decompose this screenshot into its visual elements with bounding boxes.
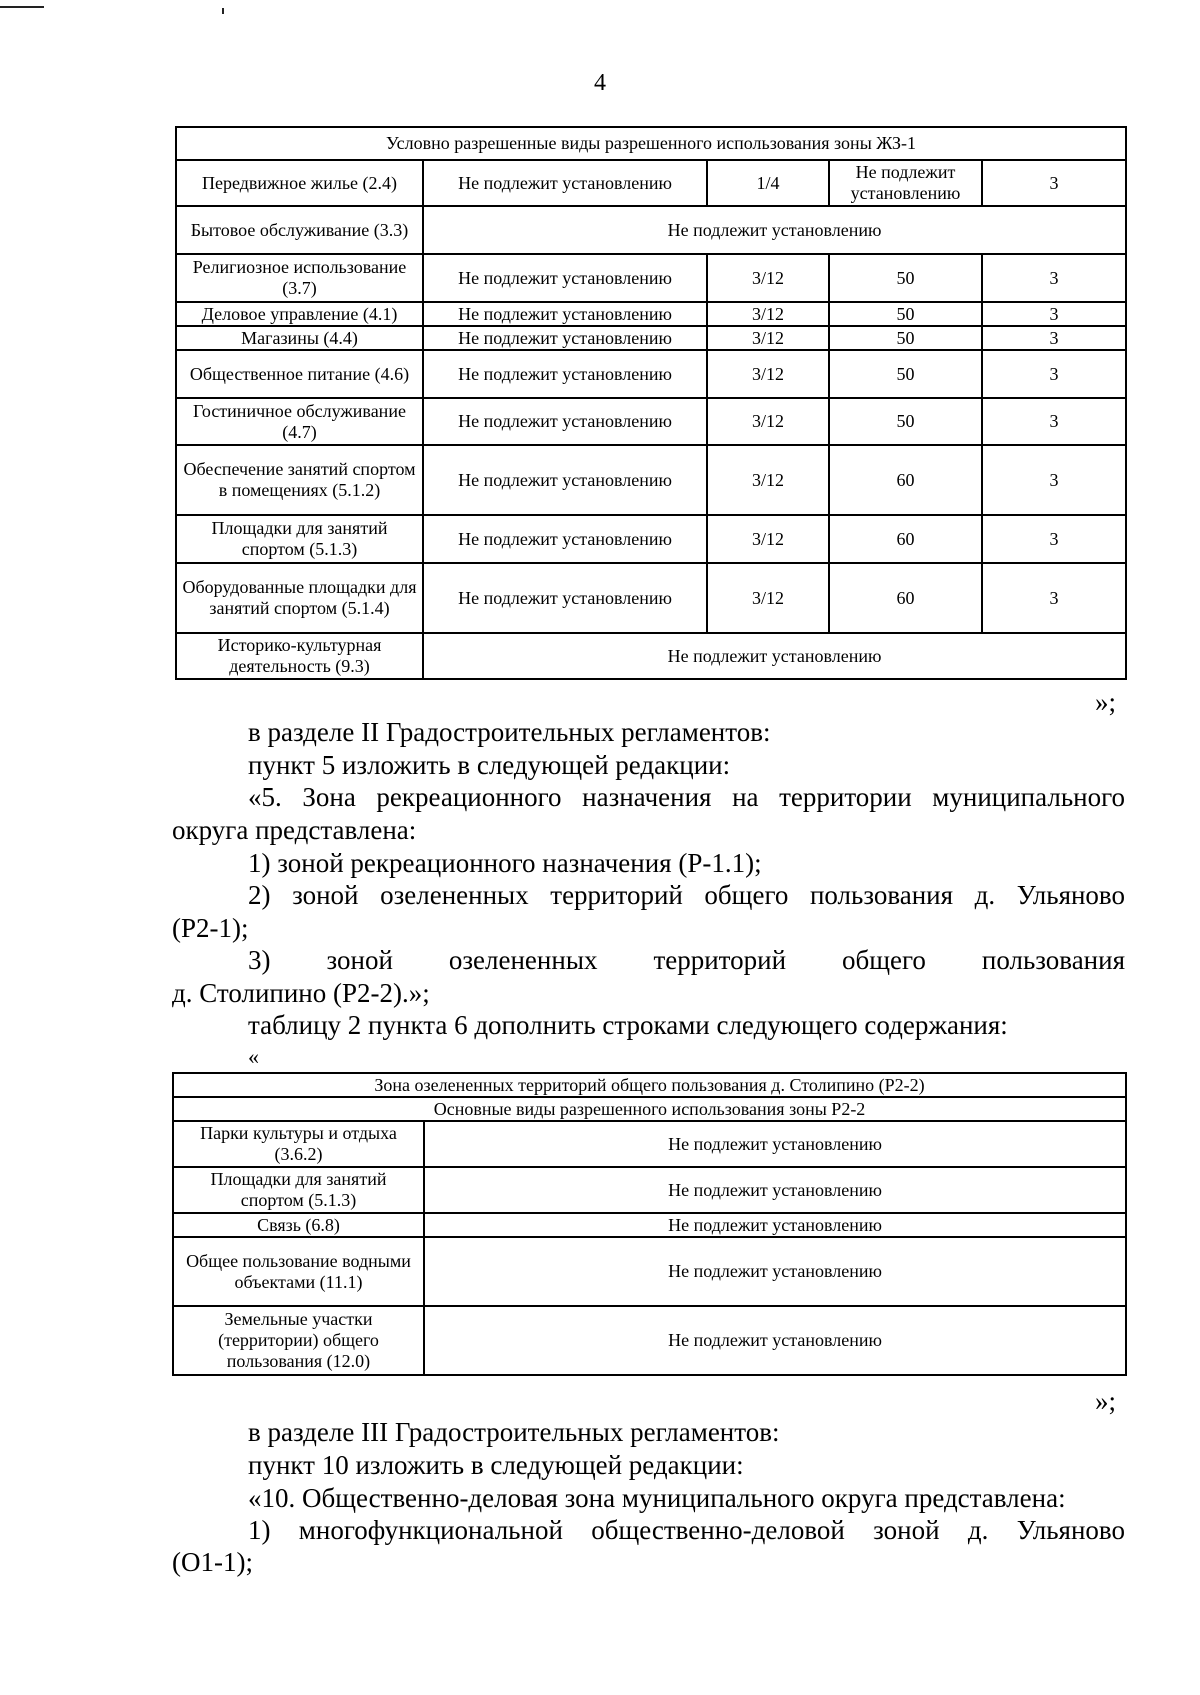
value-cell: 50 (829, 254, 982, 302)
use-name-cell: Парки культуры и отдыха (3.6.2) (173, 1121, 424, 1167)
conditional-uses-table (175, 126, 1127, 680)
page-number: 4 (594, 70, 606, 96)
value-cell: 3/12 (707, 515, 829, 563)
value-cell: Не подлежит установлению (423, 160, 707, 206)
value-cell: Не подлежит установлению (423, 302, 707, 326)
use-name-cell: Площадки для занятий спортом (5.1.3) (176, 515, 423, 563)
value-cell: 50 (829, 302, 982, 326)
value-cell: 60 (829, 445, 982, 515)
value-cell: Не подлежит установлению (423, 350, 707, 398)
merged-value-cell: Не подлежит установлению (423, 206, 1126, 254)
value-cell: Не подлежит установлению (424, 1306, 1126, 1375)
value-cell: Не подлежит установлению (829, 160, 982, 206)
list-item: 3) зоной озелененных территорий общего пользования (248, 945, 1125, 975)
table-row (173, 1167, 1126, 1213)
table-header: Условно разрешенные виды разрешенного использования зоны ЖЗ-1 (176, 127, 1126, 160)
value-cell: 3 (982, 445, 1126, 515)
paragraph: «10. Общественно-деловая зона муниципального округа представлена: (248, 1483, 1066, 1513)
use-name-cell: Передвижное жилье (2.4) (176, 160, 423, 206)
list-item-continuation: (О1-1); (172, 1547, 253, 1577)
paragraph: в разделе II Градостроительных регламентов: (248, 717, 771, 747)
value-cell: Не подлежит установлению (424, 1167, 1126, 1213)
closing-quote: »; (1095, 687, 1117, 717)
value-cell: 3 (982, 326, 1126, 350)
list-item: 2) зоной озелененных территорий общего пользования д. Ульяново (248, 880, 1125, 910)
value-cell: 50 (829, 326, 982, 350)
use-name-cell: Общественное питание (4.6) (176, 350, 423, 398)
value-cell: Не подлежит установлению (423, 563, 707, 633)
paragraph: в разделе III Градостроительных регламентов: (248, 1417, 780, 1447)
use-name-cell: Религиозное использование (3.7) (176, 254, 423, 302)
value-cell: 3/12 (707, 398, 829, 445)
use-name-cell: Гостиничное обслуживание (4.7) (176, 398, 423, 445)
value-cell: 3 (982, 160, 1126, 206)
use-name-cell: Обеспечение занятий спортом в помещениях (5.1.2) (176, 445, 423, 515)
value-cell: Не подлежит установлению (424, 1121, 1126, 1167)
use-name-cell: Историко-культурная деятельность (9.3) (176, 633, 423, 679)
merged-value-cell: Не подлежит установлению (423, 633, 1126, 679)
table-row (176, 326, 1126, 350)
recreation-zone-table (172, 1072, 1127, 1376)
table-row (173, 1213, 1126, 1237)
table-row (173, 1306, 1126, 1375)
value-cell: 3 (982, 398, 1126, 445)
table-row (176, 398, 1126, 445)
list-item: 1) зоной рекреационного назначения (Р-1.1); (248, 848, 762, 878)
paragraph: пункт 5 изложить в следующей редакции: (248, 750, 731, 780)
table-row (176, 563, 1126, 633)
use-name-cell: Деловое управление (4.1) (176, 302, 423, 326)
value-cell: Не подлежит установлению (424, 1213, 1126, 1237)
value-cell: 60 (829, 563, 982, 633)
list-item: 1) многофункциональной общественно-деловой зоной д. Ульяново (248, 1515, 1125, 1545)
value-cell: Не подлежит установлению (423, 398, 707, 445)
table-header-row (173, 1073, 1126, 1097)
table-header: Зона озелененных территорий общего пользования д. Столипино (Р2-2) (173, 1073, 1126, 1097)
table-subheader: Основные виды разрешенного использования зоны Р2-2 (173, 1097, 1126, 1121)
use-name-cell: Площадки для занятий спортом (5.1.3) (173, 1167, 424, 1213)
use-name-cell: Бытовое обслуживание (3.3) (176, 206, 423, 254)
value-cell: 3 (982, 302, 1126, 326)
table-subheader-row (173, 1097, 1126, 1121)
value-cell: Не подлежит установлению (423, 326, 707, 350)
value-cell: 3 (982, 350, 1126, 398)
table-row (173, 1121, 1126, 1167)
closing-quote: »; (1095, 1386, 1117, 1416)
value-cell: 3/12 (707, 563, 829, 633)
use-name-cell: Оборудованные площадки для занятий спортом (5.1.4) (176, 563, 423, 633)
use-name-cell: Общее пользование водными объектами (11.1) (173, 1237, 424, 1306)
value-cell: Не подлежит установлению (423, 445, 707, 515)
table-row (176, 445, 1126, 515)
paragraph-continuation: округа представлена: (172, 815, 417, 845)
table-row (176, 254, 1126, 302)
value-cell: 3/12 (707, 254, 829, 302)
table-row (176, 633, 1126, 679)
scan-artifact-line (0, 6, 44, 8)
value-cell: 3 (982, 254, 1126, 302)
use-name-cell: Связь (6.8) (173, 1213, 424, 1237)
paragraph: «5. Зона рекреационного назначения на территории муниципального (248, 782, 1125, 812)
value-cell: 3 (982, 515, 1126, 563)
list-item-continuation: д. Столипино (Р2-2).»; (172, 978, 430, 1008)
use-name-cell: Магазины (4.4) (176, 326, 423, 350)
table-row (176, 206, 1126, 254)
paragraph: таблицу 2 пункта 6 дополнить строками следующего содержания: (248, 1010, 1008, 1040)
value-cell: 3/12 (707, 326, 829, 350)
value-cell: Не подлежит установлению (423, 254, 707, 302)
list-item-continuation: (Р2-1); (172, 913, 249, 943)
table-header-row (176, 127, 1126, 160)
value-cell: 3/12 (707, 350, 829, 398)
scan-artifact-dot (222, 8, 224, 14)
value-cell: 3/12 (707, 302, 829, 326)
value-cell: Не подлежит установлению (424, 1237, 1126, 1306)
use-name-cell: Земельные участки (территории) общего пользования (12.0) (173, 1306, 424, 1375)
value-cell: 50 (829, 398, 982, 445)
paragraph: пункт 10 изложить в следующей редакции: (248, 1450, 744, 1480)
table-row (176, 160, 1126, 206)
table-row (176, 515, 1126, 563)
value-cell: 50 (829, 350, 982, 398)
opening-quote: « (248, 1044, 259, 1069)
table-row (176, 302, 1126, 326)
table-row (173, 1237, 1126, 1306)
value-cell: 3/12 (707, 445, 829, 515)
value-cell: 60 (829, 515, 982, 563)
value-cell: 3 (982, 563, 1126, 633)
value-cell: 1/4 (707, 160, 829, 206)
value-cell: Не подлежит установлению (423, 515, 707, 563)
table-row (176, 350, 1126, 398)
